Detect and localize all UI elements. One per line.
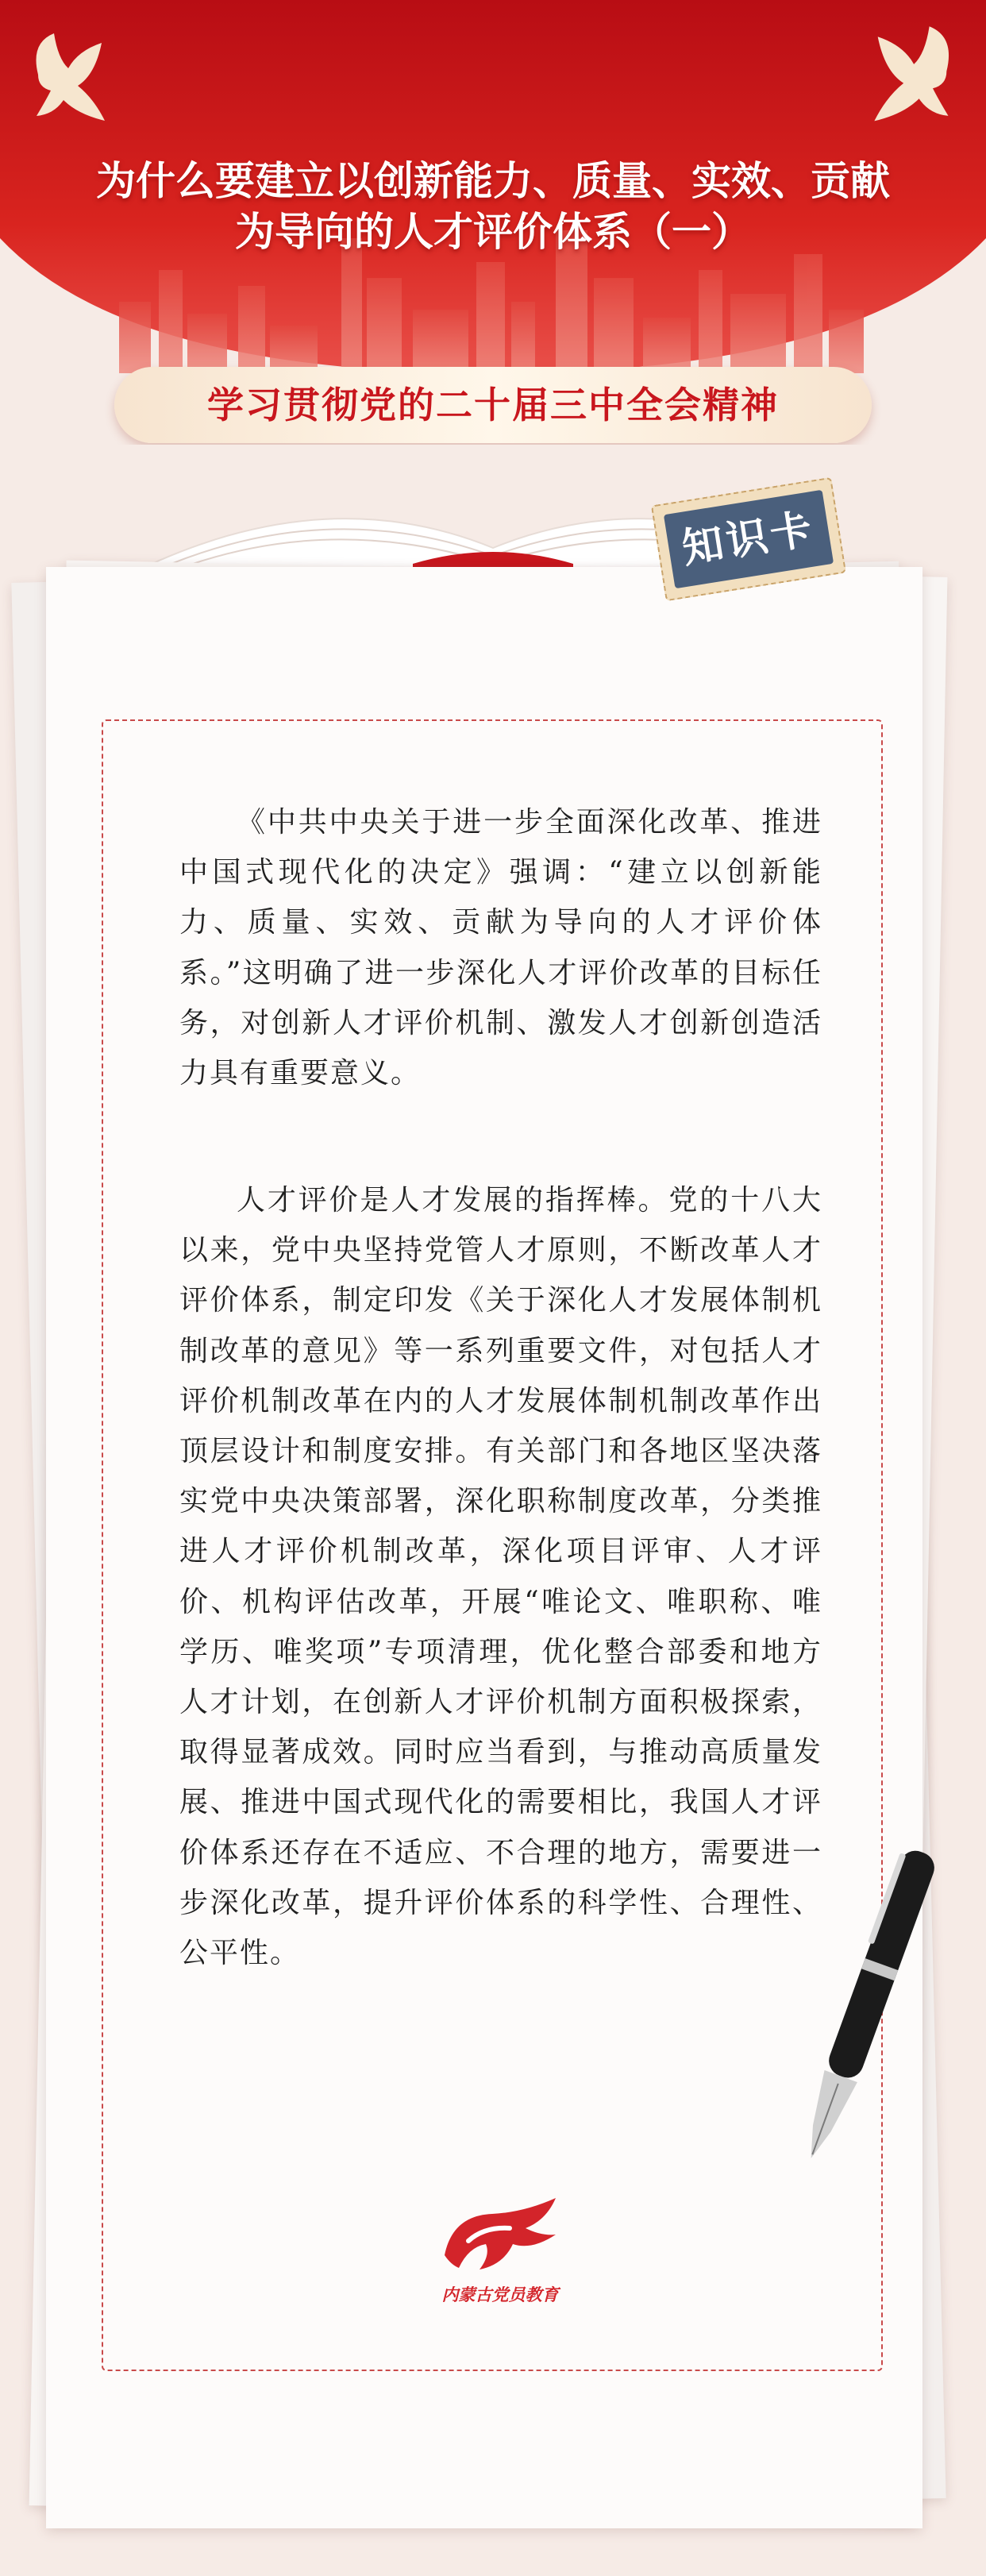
fountain-pen-icon [786, 1826, 945, 2192]
paragraph-2: 人才评价是人才发展的指挥棒。党的十八大以来，党中央坚持党管人才原则，不断改革人才评价体系，制定印发《关于深化人才发展体制机制改革的意见》等一系列重要文件，对包括人才评价机制改革在内的人才发展体制机制改革作出顶层设计和制度安排。有关部门和各地区坚决落实党中央决策部署，深化职称制度改革，分类推进人才评价机制改革，深化项目评审、人才评价、机构评估改革，开展“唯论文、唯职称、唯学历、唯奖项”专项清理，优化整合部委和地方人才计划，在创新人才评价机制方面积极探索，取得显著成效。同时应当看到，与推动高质量发展、推进中国式现代化的需要相比，我国人才评价体系还存在不适应、不合理的地方，需要进一步深化改革，提升评价体系的科学性、合理性、公平性。 [179, 1184, 822, 1970]
dove-icon [861, 16, 964, 135]
header-banner [0, 0, 986, 445]
page-title [0, 156, 986, 257]
title-line-1: 为什么要建立以创新能力、质量、实效、贡献 [96, 158, 890, 204]
stamp-label: 知识卡 [679, 505, 818, 573]
brand-logo [421, 2192, 580, 2311]
content-frame [102, 719, 883, 2371]
subtitle-banner: 学习贯彻党的二十届三中全会精神 [114, 367, 872, 443]
dove-icon [22, 27, 117, 130]
red-horse-logo-icon [437, 2192, 564, 2279]
paragraph-1: 《中共中央关于进一步全面深化改革、推进中国式现代化的决定》强调：“建立以创新能力、质量、实效、贡献为导向的人才评价体系。”这明确了进一步深化人才评价改革的目标任务，对创新人才评价机制、激发人才创新创造活力具有重要意义。 [179, 806, 822, 1090]
logo-text: 内蒙古党员教育 [441, 2285, 559, 2304]
title-line-2: 为导向的人才评价体系（一） [235, 209, 751, 255]
